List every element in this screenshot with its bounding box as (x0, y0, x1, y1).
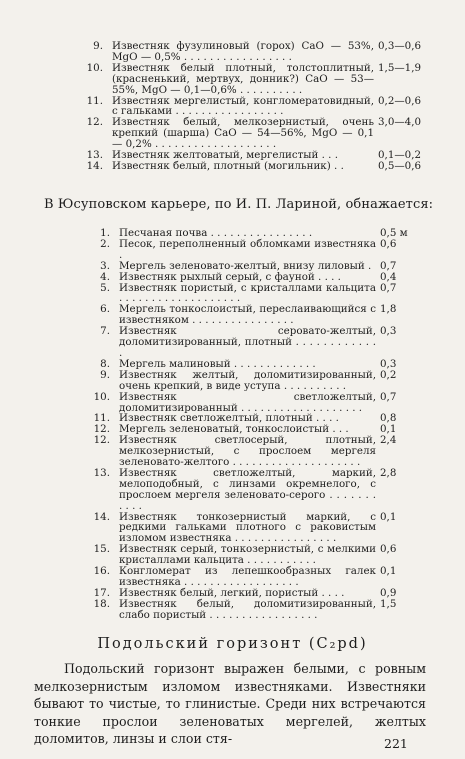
layer-description: Известняк рыхлый серый, с фауной . . . . (119, 270, 341, 283)
layer-number: 13. (93, 466, 110, 479)
layer-number: 5. (100, 281, 110, 294)
layer-thickness: 0,7 (380, 390, 397, 403)
layer-description: Известняк мергелистый, конгломератовидный, с гальками . . . . . . . . . . . . . . . . . (112, 94, 374, 118)
layer-row (0, 468, 465, 512)
layer-row (0, 435, 465, 468)
layer-description: Мергель зеленовато-желтый, внизу лиловый . (119, 259, 372, 272)
layer-description: Известняк белый плотный, толстоплитный, (красненький, мертвух, донник?) CaO — 53—55%, MgO — 0,1—0,6% . . . . . . . . . . (112, 61, 374, 96)
layer-row (0, 261, 465, 272)
layer-thickness: 1,5 (380, 597, 397, 610)
section-heading: В Юсуповском карьере, по И. П. Лариной, обнажается: (44, 197, 434, 212)
layer-description: Песок, переполненный обломками известняка . (119, 237, 376, 261)
layer-row (0, 41, 465, 63)
layer-row (0, 544, 465, 566)
layer-thickness: 0,3—0,6 (378, 40, 422, 52)
layer-list-yusupov (0, 228, 465, 621)
layer-description: Мергель зеленоватый, тонкослоистый . . . (119, 423, 349, 436)
layer-row (0, 599, 465, 621)
layer-number: 16. (93, 565, 110, 578)
layer-thickness: 3,0—4,0 (378, 116, 422, 129)
layer-number: 10. (86, 61, 103, 74)
layer-description: Известняк фузулиновый (горох) CaO — 53%, MgO — 0,5% . . . . . . . . . . . . . . . . . (112, 40, 374, 63)
layer-thickness: 0,3 (380, 325, 397, 338)
layer-description: Известняк желтоватый, мергелистый . . . (112, 149, 339, 162)
layer-number: 4. (100, 270, 110, 283)
page-number: 221 (384, 736, 408, 751)
layer-thickness: 2,8 (380, 466, 397, 479)
layer-row (0, 117, 465, 150)
layer-row (0, 272, 465, 283)
layer-description: Известняк белый, мелкозернистый, очень крепкий (шарша) CaO — 54—56%, MgO — 0,1 — 0,2% . . . . . . . . . . . . . . . . . . . (112, 116, 374, 151)
layer-row (0, 283, 465, 305)
layer-description: Известняк белый, легкий, пористый . . . . (119, 586, 345, 599)
layer-row (0, 566, 465, 588)
layer-description: Мергель тонкослоистый, переслаивающийся с известняком . . . . . . . . . . . . . . . . (119, 303, 376, 327)
layer-number: 17. (93, 586, 110, 599)
layer-thickness: 0,6 (380, 237, 397, 250)
layer-description: Известняк белый, плотный (могильник) . . (112, 159, 344, 172)
layer-number: 2. (100, 237, 110, 250)
layer-number: 8. (100, 357, 110, 370)
layer-description: Известняк тонкозернистый маркий, с редкими гальками плотного с раковистым изломом известняка . . . . . . . . . . . . . . . . (119, 510, 376, 545)
layer-thickness: 0,1—0,2 (378, 149, 422, 162)
layer-thickness: 0,7 (380, 281, 397, 294)
layer-thickness: 0,1 (380, 510, 397, 523)
layer-description: Известняк светложелтый, доломитизированный . . . . . . . . . . . . . . . . . . . (119, 390, 376, 414)
layer-number: 11. (93, 412, 110, 425)
layer-thickness: 0,2—0,6 (378, 94, 422, 107)
layer-description: Песчаная почва . . . . . . . . . . . . . . . . (119, 227, 313, 239)
layer-number: 14. (93, 510, 110, 523)
layer-description: Известняк светложелтый, маркий, мелоподобный, с линзами окремнелого, с прослоем мергеля зеленовато-серого . . . . . . . . . . . (119, 466, 376, 512)
layer-row (0, 326, 465, 359)
layer-description: Мергель малиновый . . . . . . . . . . . . . (119, 357, 316, 370)
layer-number: 3. (100, 259, 110, 272)
layer-thickness: 0,6 (380, 543, 397, 556)
layer-thickness: 0,4 (380, 270, 397, 283)
layer-description: Известняк белый, доломитизированный, слабо пористый . . . . . . . . . . . . . . . . . (119, 597, 376, 621)
layer-description: Известняк пористый, с кристаллами кальцита . . . . . . . . . . . . . . . . . . . (119, 281, 376, 305)
layer-number: 9. (93, 40, 103, 52)
layer-description: Известняк серовато-желтый, доломитизированный, плотный . . . . . . . . . . . . . (119, 325, 376, 359)
layer-row (0, 161, 465, 172)
layer-row (0, 370, 465, 392)
layer-thickness: 0,8 (380, 412, 397, 425)
layer-description: Известняк серый, тонкозернистый, с мелкими кристаллами кальцита . . . . . . . . . . . (119, 543, 376, 567)
layer-row (0, 63, 465, 96)
layer-row (0, 239, 465, 261)
layer-number: 1. (100, 227, 110, 239)
layer-description: Конгломерат из лепешкообразных галек известняка . . . . . . . . . . . . . . . . . . (119, 565, 376, 588)
layer-number: 14. (86, 159, 103, 172)
layer-number: 6. (100, 303, 110, 316)
layer-thickness: 0,9 (380, 586, 397, 599)
layer-thickness: 0,1 (380, 423, 397, 436)
layer-thickness: 1,8 (380, 303, 397, 316)
layer-thickness: 0,3 (380, 357, 397, 370)
layer-thickness: 0,5 м (380, 227, 408, 239)
layer-description: Известняк светложелтый, плотный . . . . (119, 412, 339, 425)
layer-thickness: 0,1 (380, 565, 397, 578)
layer-list-top (0, 41, 465, 172)
layer-number: 12. (93, 434, 110, 447)
layer-row (0, 96, 465, 118)
body-paragraph: Подольский горизонт выражен белыми, с ровным мелкозернистым изломом известняками. Известняки бывают то чистые, то глинистые. Среди них встречаются тонкие прослои зеленоватых мергелей, желтых доломитов, линзы и слои стя- (34, 661, 426, 746)
layer-thickness: 0,7 (380, 259, 397, 272)
layer-thickness: 0,5—0,6 (378, 159, 422, 172)
layer-row (0, 512, 465, 545)
layer-number: 12. (93, 423, 110, 436)
layer-number: 15. (93, 543, 110, 556)
layer-number: 11. (86, 94, 103, 107)
layer-number: 12. (86, 116, 103, 129)
layer-thickness: 1,5—1,9 (378, 61, 422, 74)
layer-number: 10. (93, 390, 110, 403)
layer-thickness: 0,2 (380, 368, 397, 381)
layer-thickness: 2,4 (380, 434, 397, 447)
layer-row (0, 304, 465, 326)
layer-row (0, 392, 465, 414)
layer-number: 18. (93, 597, 110, 610)
layer-number: 9. (100, 368, 110, 381)
horizon-title: Подольский горизонт (C₂pd) (97, 636, 368, 652)
layer-description: Известняк желтый, доломитизированный, очень крепкий, в виде уступа . . . . . . . . . . (119, 368, 376, 392)
layer-number: 13. (86, 149, 103, 162)
layer-description: Известняк светлосерый, плотный, мелкозернистый, с прослоем мергеля зеленовато-желтого . . . . . . . . . . . . . . . . . . . . (119, 434, 376, 469)
layer-number: 7. (100, 325, 110, 338)
